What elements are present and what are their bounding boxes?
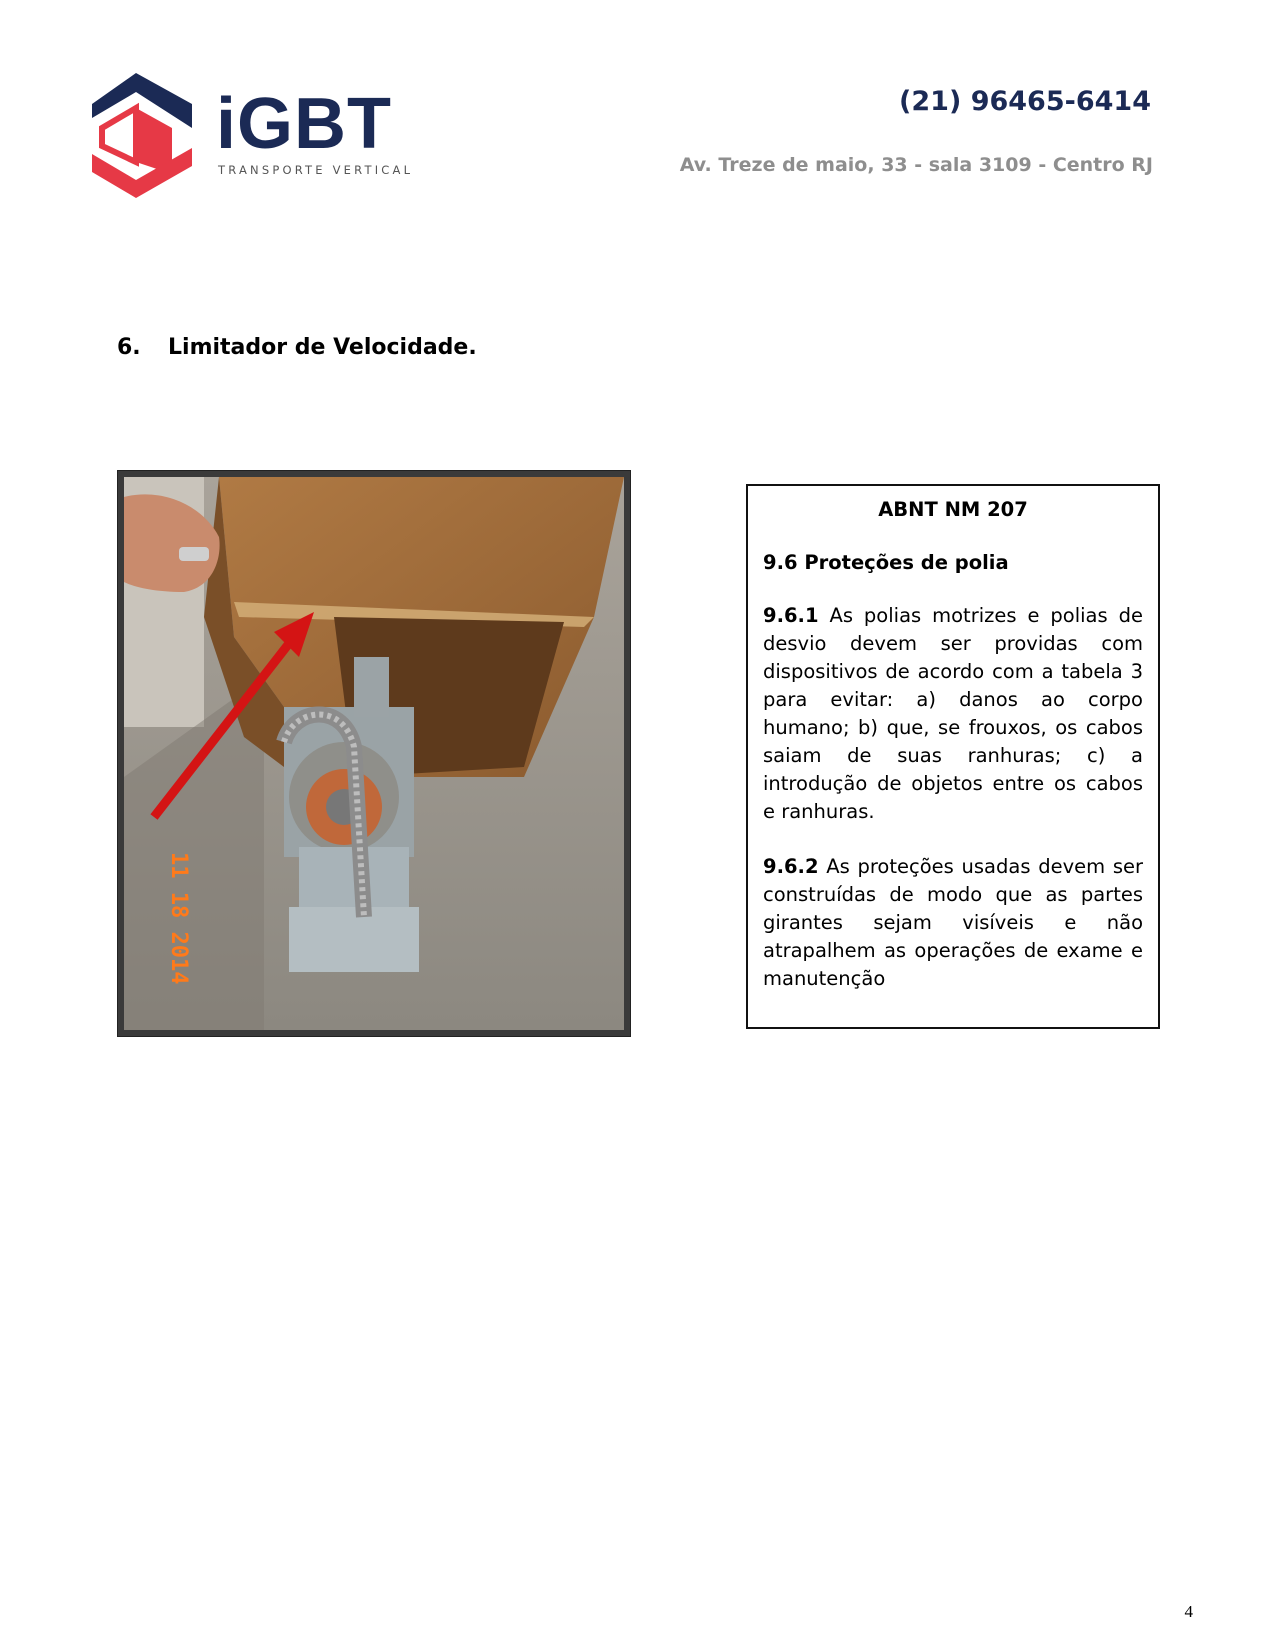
logo-subtitle: TRANSPORTE VERTICAL [218,163,414,177]
page-number: 4 [1184,1602,1193,1621]
house-cube-icon [84,70,204,210]
logo-wordmark: iGBT [216,84,392,164]
speed-governor-photo [124,477,624,1030]
section-title-text: Limitador de Velocidade. [168,335,477,360]
photo-date-stamp: 11 18 2014 [166,852,191,985]
abnt-paragraph-2 [763,853,1143,993]
abnt-p1-number: 9.6.1 [763,604,819,627]
abnt-paragraph-1 [763,602,1143,826]
header-phone: (21) 96465-6414 [899,86,1151,117]
abnt-p2-number: 9.6.2 [763,855,819,878]
abnt-subtitle: 9.6 Proteções de polia [763,551,1009,574]
section-title [117,335,477,360]
abnt-p1-text: As polias motrizes e polias de desvio devem ser providas com dispositivos de acordo com a tabela 3 para evitar: a) danos ao corpo humano; b) que, se frouxos, os cabos saiam de suas ranhuras; c) a introdução de objetos entre os cabos e ranhuras. [763,604,1143,823]
company-logo [84,70,414,210]
section-number: 6. [117,335,141,360]
photo-frame [117,470,631,1037]
abnt-p2-text: As proteções usadas devem ser construídas de modo que as partes girantes sejam visíveis e não atrapalhem as operações de exame e manutenção [763,855,1143,990]
header-address: Av. Treze de maio, 33 - sala 3109 - Centro RJ [679,154,1153,176]
abnt-title: ABNT NM 207 [878,498,1028,521]
abnt-quote-box [746,484,1160,1029]
